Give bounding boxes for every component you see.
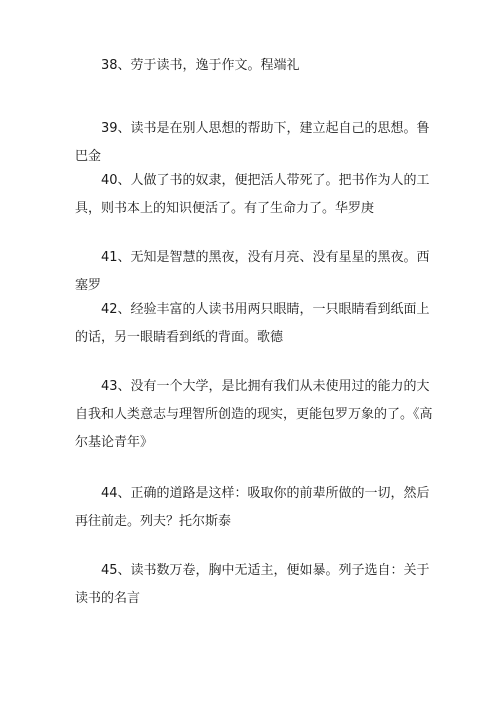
quote-43: 43、没有一个大学，是比拥有我们从未使用过的能力的大自我和人类意志与理智所创造的现实，更能包罗万象的了。《高尔基论青年》 <box>75 379 433 450</box>
quote-42: 42、经验丰富的人读书用两只眼睛，一只眼睛看到纸面上的话，另一眼睛看到纸的背面。歌德 <box>75 302 430 345</box>
quote-45: 45、读书数万卷，胸中无适主，便如暴。列子选自：关于读书的名言 <box>75 563 430 606</box>
quote-38: 38、劳于读书，逸于作文。程端礼 <box>101 58 300 73</box>
quote-39: 39、读书是在别人思想的帮助下，建立起自己的思想。鲁巴金 <box>75 121 430 164</box>
quote-44: 44、正确的道路是这样：吸取你的前辈所做的一切，然后再往前走。列夫？托尔斯泰 <box>75 486 430 529</box>
quote-40: 40、人做了书的奴隶，便把活人带死了。把书作为人的工具，则书本上的知识便活了。有了生命力了。华罗庚 <box>75 173 430 216</box>
quote-41: 41、无知是智慧的黑夜，没有月亮、没有星星的黑夜。西塞罗 <box>75 250 430 293</box>
